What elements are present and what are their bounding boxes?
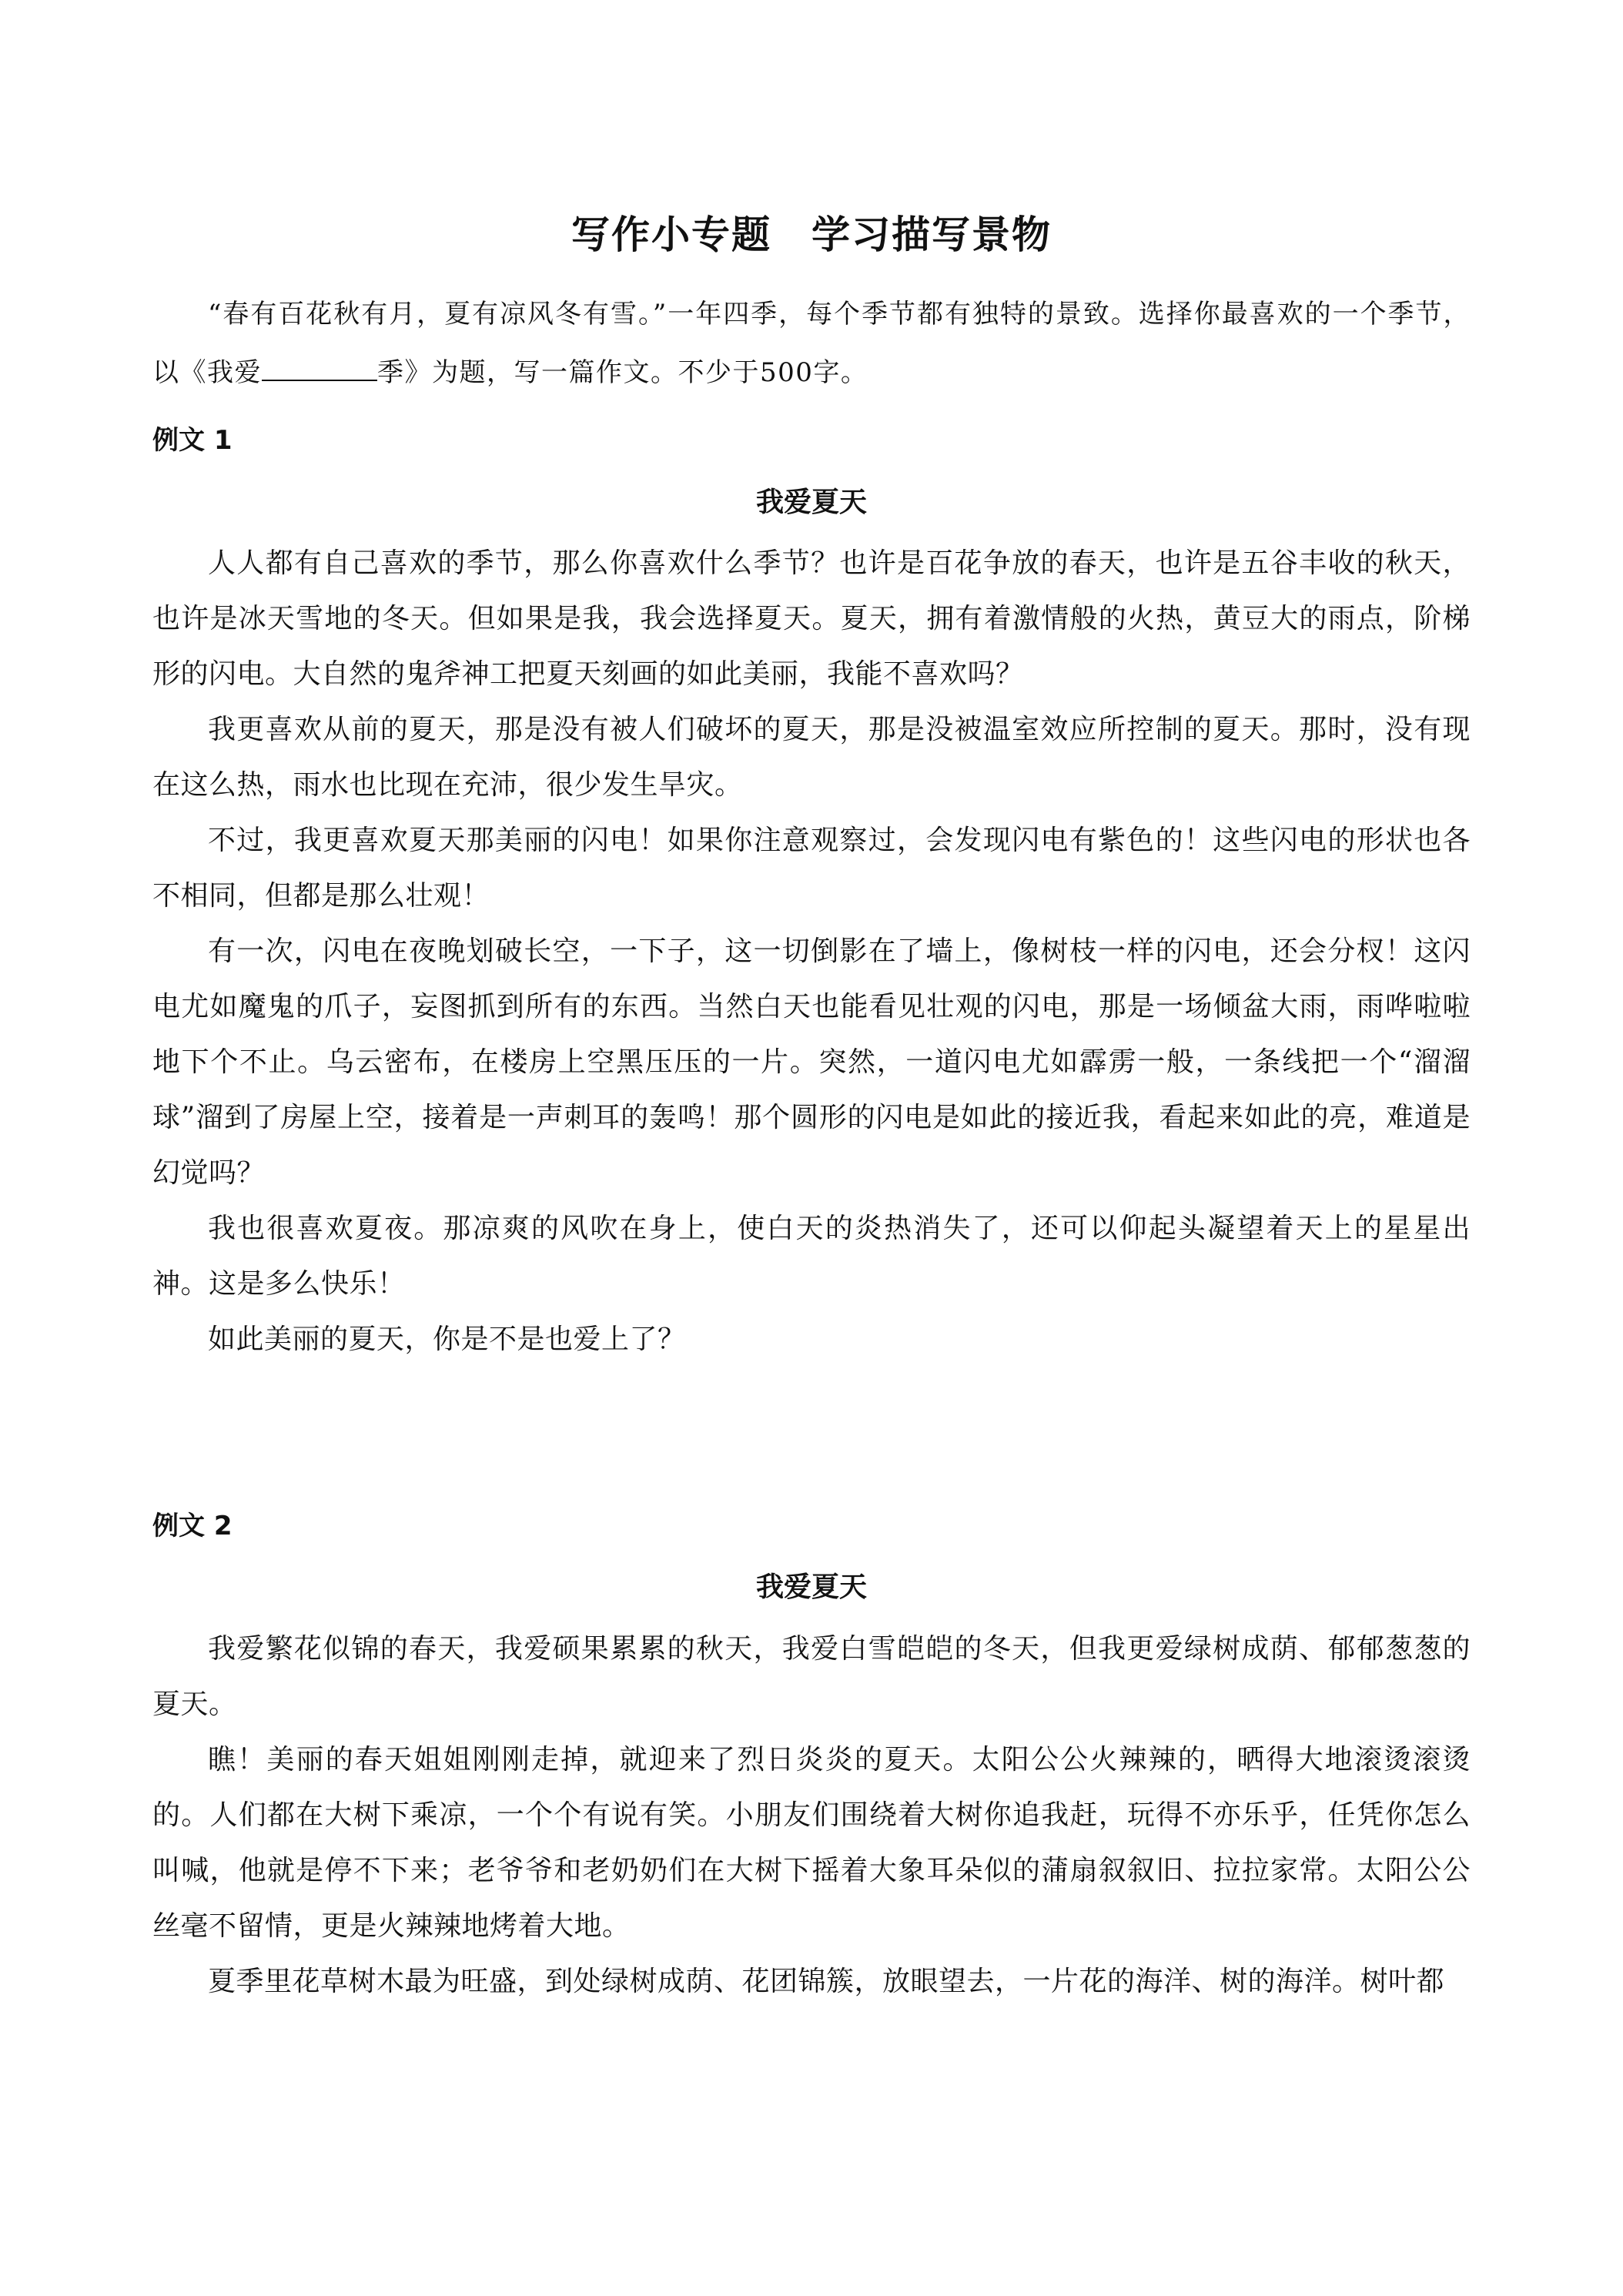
prompt-text xyxy=(152,285,1471,402)
example-1-paragraph: 有一次，闪电在夜晚划破长空，一下子，这一切倒影在了墙上，像树枝一样的闪电，还会分杈！这闪电尤如魔鬼的爪子，妄图抓到所有的东西。当然白天也能看见壮观的闪电，那是一场倾盆大雨，雨哗啦啦地下个不止。乌云密布，在楼房上空黑压压的一片。突然，一道闪电尤如霹雳一般，一条线把一个“溜溜球”溜到了房屋上空，接着是一声刺耳的轰鸣！那个圆形的闪电是如此的接近我，看起来如此的亮，难道是幻觉吗？ xyxy=(152,935,1471,1189)
fill-in-blank xyxy=(262,356,377,381)
example-2-body xyxy=(152,1622,1471,2010)
example-1-paragraph: 我也很喜欢夏夜。那凉爽的风吹在身上，使白天的炎热消失了，还可以仰起头凝望着天上的星星出神。这是多么快乐！ xyxy=(152,1213,1471,1300)
example-1-paragraph: 我更喜欢从前的夏天，那是没有被人们破坏的夏天，那是没被温室效应所控制的夏天。那时，没有现在这么热，雨水也比现在充沛，很少发生旱灾。 xyxy=(152,714,1471,801)
example-2-heading: 我爱夏天 xyxy=(755,1571,867,1603)
prompt-text-before-blank: “春有百花秋有月，夏有凉风冬有雪。”一年四季，每个季节都有独特的景致。选择你最喜欢的一个季节，以《我爱 xyxy=(152,299,1471,388)
example-1-label: 例文 1 xyxy=(152,425,233,456)
example-1-paragraph: 不过，我更喜欢夏天那美丽的闪电！如果你注意观察过，会发现闪电有紫色的！这些闪电的形状也各不相同，但都是那么壮观！ xyxy=(152,825,1471,912)
example-2-paragraph: 我爱繁花似锦的春天，我爱硕果累累的秋天，我爱白雪皑皑的冬天，但我更爱绿树成荫、郁郁葱葱的夏天。 xyxy=(152,1633,1471,1720)
example-2-paragraph: 夏季里花草树木最为旺盛，到处绿树成荫、花团锦簇，放眼望去，一片花的海洋、树的海洋。树叶都 xyxy=(208,1966,1445,1997)
example-1-paragraph: 人人都有自己喜欢的季节，那么你喜欢什么季节？也许是百花争放的春天，也许是五谷丰收的秋天，也许是冰天雪地的冬天。但如果是我，我会选择夏天。夏天，拥有着激情般的火热，黄豆大的雨点，阶梯形的闪电。大自然的鬼斧神工把夏天刻画的如此美丽，我能不喜欢吗？ xyxy=(152,547,1471,690)
page-title: 写作小专题 学习描写景物 xyxy=(571,213,1052,257)
example-1-body xyxy=(152,536,1471,1367)
prompt-text-after-blank: 季》为题，写一篇作文。不少于500字。 xyxy=(377,357,868,388)
example-1-heading: 我爱夏天 xyxy=(755,487,867,518)
example-1-paragraph: 如此美丽的夏天，你是不是也爱上了？ xyxy=(208,1324,686,1355)
writing-prompt xyxy=(152,285,1471,402)
example-2-paragraph: 瞧！美丽的春天姐姐刚刚走掉，就迎来了烈日炎炎的夏天。太阳公公火辣辣的，晒得大地滚烫滚烫的。人们都在大树下乘凉，一个个有说有笑。小朋友们围绕着大树你追我赶，玩得不亦乐乎，任凭你怎么叫喊，他就是停不下来；老爷爷和老奶奶们在大树下摇着大象耳朵似的蒲扇叙叙旧、拉拉家常。太阳公公丝毫不留情，更是火辣辣地烤着大地。 xyxy=(152,1744,1471,1942)
example-2-label: 例文 2 xyxy=(152,1511,233,1541)
